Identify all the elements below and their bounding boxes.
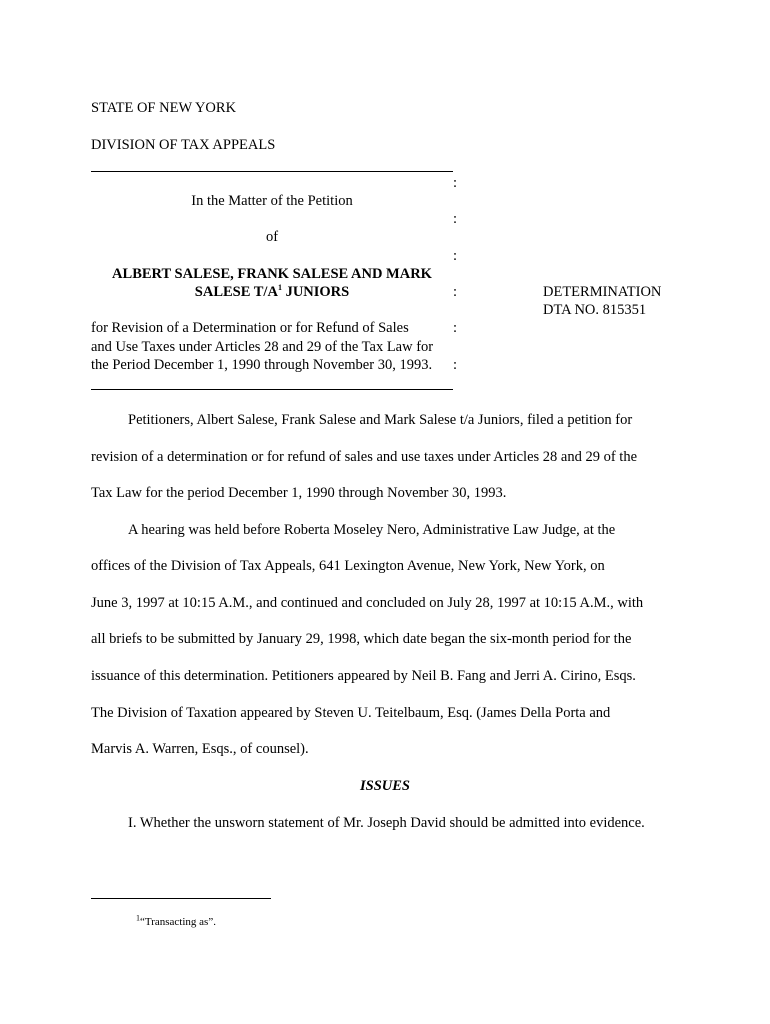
paragraph-2-line-4: all briefs to be submitted by January 29, 1998, which date began the six-month period for the <box>91 631 632 647</box>
footnote <box>136 913 216 928</box>
caption-colon: : <box>453 175 458 191</box>
paragraph-2-line-2: offices of the Division of Tax Appeals, 641 Lexington Avenue, New York, New York, on <box>91 558 605 574</box>
paragraph-2-line-3: June 3, 1997 at 10:15 A.M., and continued and concluded on July 28, 1997 at 10:15 A.M., with <box>91 595 644 611</box>
caption-matter: In the Matter of the Petition <box>191 193 353 209</box>
determination-label: DETERMINATION <box>543 284 662 300</box>
dta-number: DTA NO. 815351 <box>543 302 647 318</box>
paragraph-2-line-7: Marvis A. Warren, Esqs., of counsel). <box>91 741 309 757</box>
caption-of: of <box>265 229 279 245</box>
footnote-text: “Transacting as”. <box>140 916 216 928</box>
caption-colon: : <box>453 284 458 300</box>
caption-colon: : <box>453 248 458 264</box>
caption-colon: : <box>453 320 458 336</box>
petitioner-name-line2-post: JUNIORS <box>281 284 350 300</box>
issue-1: I. Whether the unsworn statement of Mr. Joseph David should be admitted into evidence. <box>128 815 645 831</box>
petitioner-name-line2 <box>91 284 453 301</box>
state-heading: STATE OF NEW YORK <box>91 100 237 116</box>
revision-line-2: and Use Taxes under Articles 28 and 29 of the Tax Law for <box>91 339 434 355</box>
caption-bottom-rule <box>91 389 453 390</box>
issues-heading: ISSUES <box>360 778 410 794</box>
footnote-rule <box>91 898 271 899</box>
division-heading: DIVISION OF TAX APPEALS <box>91 137 276 153</box>
footnote-reference: 1 <box>277 283 282 293</box>
caption-colon: : <box>453 211 458 227</box>
caption-top-rule <box>91 171 453 172</box>
petitioner-name-line1: ALBERT SALESE, FRANK SALESE AND MARK <box>112 266 432 282</box>
paragraph-2-line-6: The Division of Taxation appeared by Steven U. Teitelbaum, Esq. (James Della Porta and <box>91 705 611 721</box>
paragraph-2-line-5: issuance of this determination. Petitioners appeared by Neil B. Fang and Jerri A. Cirino, Esqs. <box>91 668 636 684</box>
petitioner-name-line2-pre: SALESE T/A <box>194 284 278 300</box>
paragraph-2-line-1: A hearing was held before Roberta Moseley Nero, Administrative Law Judge, at the <box>128 522 616 538</box>
revision-line-1: for Revision of a Determination or for Refund of Sales <box>91 320 409 336</box>
paragraph-1-line-3: Tax Law for the period December 1, 1990 through November 30, 1993. <box>91 485 507 501</box>
paragraph-1-line-1: Petitioners, Albert Salese, Frank Salese and Mark Salese t/a Juniors, filed a petition for <box>128 412 633 428</box>
revision-line-3: the Period December 1, 1990 through November 30, 1993. <box>91 357 433 373</box>
paragraph-1-line-2: revision of a determination or for refund of sales and use taxes under Articles 28 and 29 of the <box>91 449 638 465</box>
caption-colon: : <box>453 357 458 373</box>
footnote-number: 1 <box>136 913 140 923</box>
